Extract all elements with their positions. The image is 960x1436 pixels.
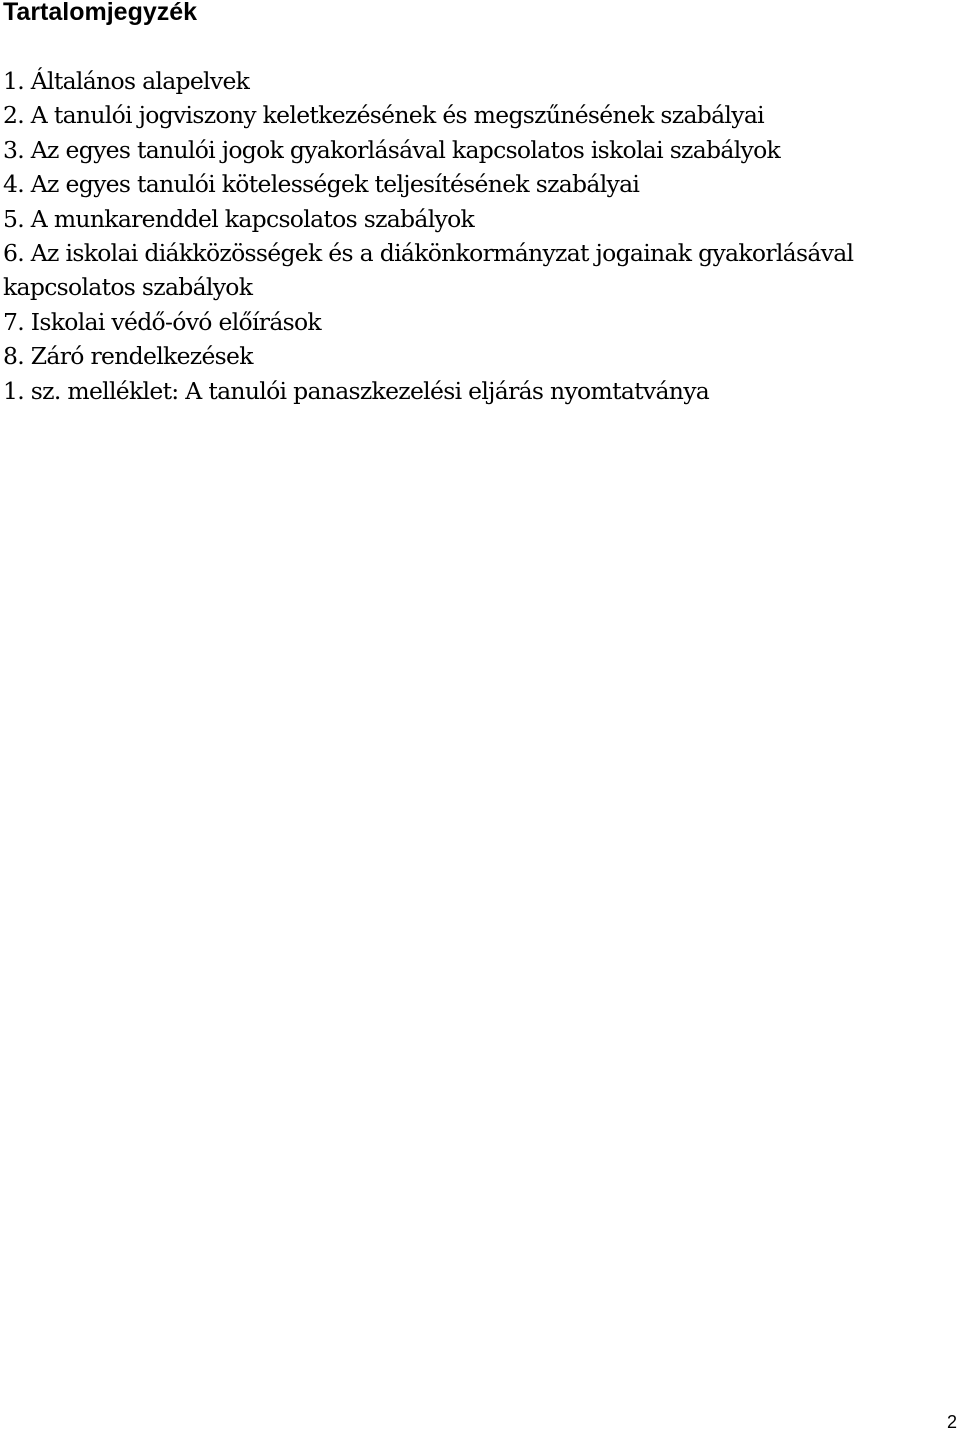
toc-item-8: 8. Záró rendelkezések xyxy=(3,342,253,371)
toc-item-3: 3. Az egyes tanulói jogok gyakorlásával kapcsolatos iskolai szabályok xyxy=(3,135,781,164)
toc-item-2: 2. A tanulói jogviszony keletkezésének és megszűnésének szabályai xyxy=(3,101,764,130)
toc-item-4: 4. Az egyes tanulói kötelességek teljesítésének szabályai xyxy=(3,170,640,199)
page-number: 2 xyxy=(946,1412,957,1432)
toc-item-7: 7. Iskolai védő-óvó előírások xyxy=(3,307,321,336)
toc-item-5: 5. A munkarenddel kapcsolatos szabályok xyxy=(3,204,475,233)
toc-list xyxy=(3,64,960,408)
toc-item-annex-1: 1. sz. melléklet: A tanulói panaszkezelési eljárás nyomtatványa xyxy=(3,376,710,405)
toc-item-6: 6. Az iskolai diákközösségek és a diákönkormányzat jogainak gyakorlásával kapcsolatos szabályok xyxy=(3,239,854,302)
toc-heading: Tartalomjegyzék xyxy=(3,0,198,26)
toc-item-1: 1. Általános alapelvek xyxy=(3,67,250,95)
